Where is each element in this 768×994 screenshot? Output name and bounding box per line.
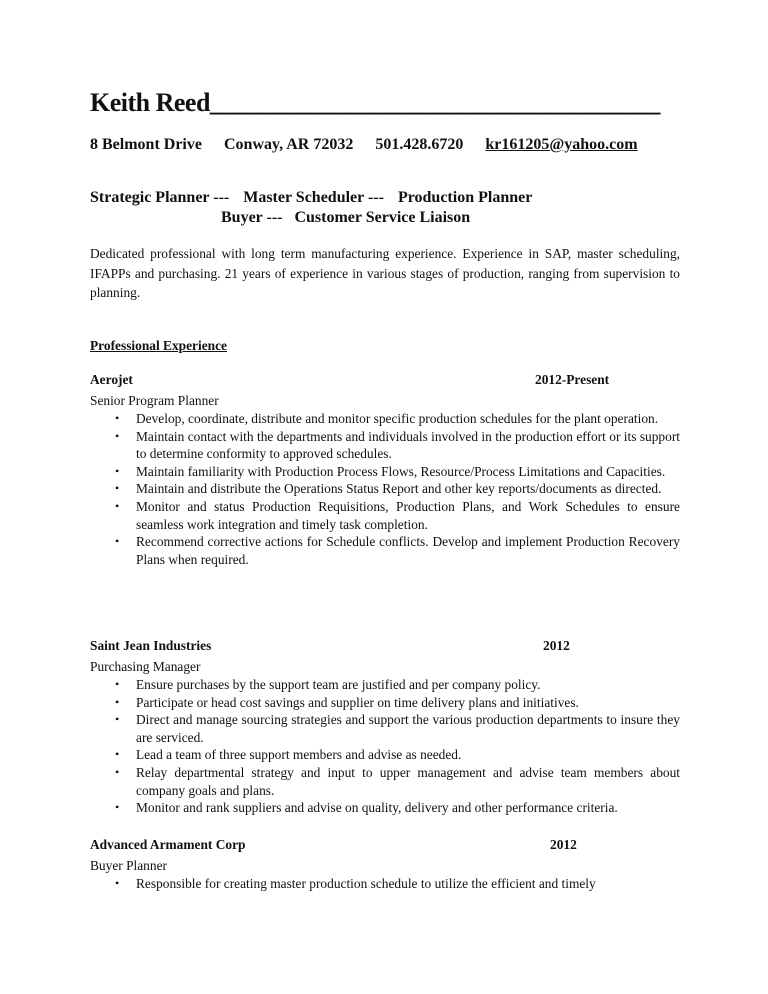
city-state-zip: Conway, AR 72032 — [223, 136, 354, 153]
bullet-icon: • — [115, 876, 120, 890]
bullet-icon: • — [115, 747, 120, 762]
job-header — [90, 372, 680, 391]
bullet-text: Lead a team of three support members and advise as needed. — [136, 747, 462, 763]
bullet-icon: • — [115, 764, 120, 779]
phone-number: 501.428.6720 — [375, 136, 464, 153]
job-entry-saint-jean — [90, 638, 680, 817]
title-production-planner: Production Planner — [397, 189, 533, 206]
bullet-text: Participate or head cost savings and supplier on time delivery plans and initiatives. — [136, 694, 579, 710]
list-item — [90, 764, 680, 799]
bullet-text: Monitor and status Production Requisitions, Production Plans, and Work Schedules to ensure seamless work integration and timely task completion. — [136, 498, 680, 532]
titles-line-1 — [90, 189, 542, 207]
bullet-icon: • — [115, 498, 120, 513]
list-item — [90, 711, 680, 746]
company-name: Saint Jean Industries — [90, 638, 212, 653]
company-name: Advanced Armament Corp — [90, 837, 246, 852]
list-item — [90, 428, 680, 463]
job-bullets — [90, 875, 680, 893]
contact-line — [90, 136, 638, 154]
bullet-text: Maintain and distribute the Operations Status Report and other key reports/documents as directed. — [136, 481, 662, 497]
list-item — [90, 498, 680, 533]
bullet-text: Relay departmental strategy and input to upper management and advise team members about company goals and plans. — [136, 764, 680, 798]
list-item — [90, 676, 680, 694]
company-name: Aerojet — [90, 372, 133, 387]
list-item — [90, 746, 680, 764]
job-title: Purchasing Manager — [90, 659, 201, 674]
street-address: 8 Belmont Drive — [90, 136, 202, 153]
job-entry-aerojet — [90, 372, 680, 568]
job-header — [90, 638, 680, 657]
title-master-scheduler: Master Scheduler --- — [243, 189, 384, 206]
candidate-name: Keith Reed____________________________________ — [90, 88, 660, 117]
job-dates: 2012 — [550, 837, 577, 852]
job-title: Buyer Planner — [90, 858, 167, 873]
bullet-text: Direct and manage sourcing strategies and support the various production departments to insure they are serviced. — [136, 712, 680, 745]
job-header — [90, 837, 680, 856]
bullet-icon: • — [115, 428, 120, 443]
job-title: Senior Program Planner — [90, 393, 219, 408]
professional-summary: Dedicated professional with long term manufacturing experience. Experience in SAP, master scheduling, IFAPPs and purchasing. 21 years of experience in various stages of production, ranging from supervision to planning. — [90, 246, 680, 300]
bullet-text: Recommend corrective actions for Schedule conflicts. Develop and implement Production Recovery Plans when required. — [136, 534, 680, 567]
job-dates: 2012 — [543, 638, 570, 653]
bullet-icon: • — [115, 677, 120, 691]
bullet-text: Responsible for creating master production schedule to utilize the efficient and timely — [136, 876, 596, 891]
titles-line-2 — [221, 209, 478, 227]
bullet-icon: • — [115, 800, 120, 815]
bullet-text: Ensure purchases by the support team are justified and per company policy. — [136, 677, 541, 692]
list-item — [90, 875, 680, 893]
job-dates: 2012-Present — [535, 372, 610, 387]
bullet-icon: • — [115, 481, 120, 496]
bullet-icon: • — [115, 694, 120, 709]
bullet-icon: • — [115, 534, 120, 549]
section-heading-experience: Professional Experience — [90, 338, 227, 353]
list-item — [90, 410, 680, 428]
bullet-text: Develop, coordinate, distribute and monitor specific production schedules for the plant operation. — [136, 411, 659, 426]
job-entry-advanced-armament — [90, 837, 680, 893]
list-item — [90, 533, 680, 568]
title-buyer: Buyer --- — [221, 209, 283, 226]
bullet-icon: • — [115, 712, 120, 727]
job-bullets — [90, 676, 680, 817]
job-bullets — [90, 410, 680, 568]
bullet-text: Maintain contact with the departments and individuals involved in the production effort or its support to determine conformity to approved schedules. — [136, 428, 680, 462]
email-link[interactable]: kr161205@yahoo.com — [485, 136, 638, 153]
bullet-icon: • — [115, 411, 120, 425]
list-item — [90, 463, 680, 481]
list-item — [90, 799, 680, 817]
bullet-text: Maintain familiarity with Production Process Flows, Resource/Process Limitations and Capacities. — [136, 463, 666, 479]
title-customer-service-liaison: Customer Service Liaison — [294, 209, 471, 226]
list-item — [90, 694, 680, 712]
title-strategic-planner: Strategic Planner --- — [90, 189, 230, 206]
bullet-text: Monitor and rank suppliers and advise on quality, delivery and other performance criteria. — [136, 800, 618, 816]
bullet-icon: • — [115, 463, 120, 478]
list-item — [90, 480, 680, 498]
